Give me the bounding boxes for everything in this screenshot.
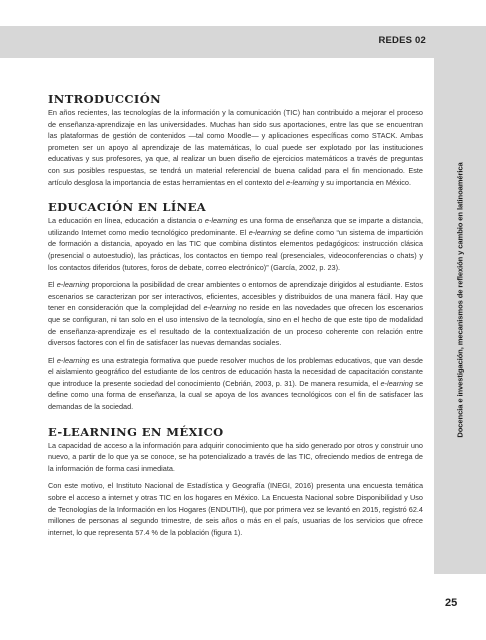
paragraph: En años recientes, las tecnologías de la información y la comunicación (TIC) han contribuido a mejorar el proceso de enseñanza-aprendizaje en las universidades. Muchas han sido sus aportaciones, entre las que se encuentran las plataformas de gestión de contenidos —tal como Moodle— y aplicaciones específicas como STACK. Ambas prometen ser un apoyo al aprendizaje de las matemáticas, lo cual puede ser explotado por las instituciones educativas y sus profesores, ya que, al realizar un buen diseño de ejercicios matemáticos a través de preguntas con sus posibles respuestas, se tendrá un material referencial de buena calidad para el fin mencionado. Este artículo desglosa la importancia de estas herramientas en el contexto del e-learning y su importancia en México. [48, 108, 423, 187]
page-number: 25 [445, 597, 458, 609]
section-heading-e-learning-en-mexico: E-LEARNING EN MÉXICO [48, 424, 224, 439]
side-running-title [434, 26, 486, 574]
side-running-title-text: Docencia e investigación, mecanismos de reflexión y cambio en latinoamérica [455, 162, 465, 438]
paragraph: El e-learning es una estrategia formativa que puede resolver muchos de los problemas educativos, que van desde el aislamiento geográfico del estudiante de los centros de educación hasta la necesidad de capacitación constante que introduce la presente sociedad del conocimiento (Cebrián, 2003, p. 31). De manera resumida, el e-learning se define como una forma de enseñanza, la cual se apoya de los avances tecnológicos con el fin de satisfacer las demandas de la sociedad. [48, 355, 423, 412]
section-heading-introduccion: INTRODUCCIÓN [48, 92, 162, 106]
section-heading-educacion-en-linea: EDUCACIÓN EN LÍNEA [48, 200, 207, 215]
paragraph: El e-learning proporciona la posibilidad de crear ambientes o entornos de aprendizaje dirigidos al estudiante. Estos escenarios se caracterizan por ser interactivos, eficientes, accesibles y distribuidos de una manera fácil. Hay que tener en consideración que la complejidad del e-learning no reside en las novedades que ofrecen los escenarios que se configuran, ni tan solo en el uso intensivo de la tecnología, sino en el hecho de que este tipo de modalidad de enseñanza-aprendizaje es el resultado de la contextualización de un proceso coherente con relación entre diversos factores con el fin de satisfacer las nuevas demandas sociales. [48, 280, 424, 348]
article-body [48, 92, 423, 544]
paragraph: La educación en línea, educación a distancia o e-learning es una forma de enseñanza que se imparte a distancia, utilizando Internet como medio tecnológico predominante. El e-learning se define como “un sistema de impartición de formación a distancia, apoyado en las TIC que combina distintos elementos pedagógicos: instrucción clásica (presencial o autoestudio), las prácticas, los contactos en tiempo real (presenciales, videoconferencias o chats) y los contactos diferidos (tutores, foros de debate, correo electrónico)” (García, 2002, p. 23). [48, 216, 423, 272]
running-header: REDES 02 [378, 35, 426, 46]
paragraph: Con este motivo, el Instituto Nacional de Estadística y Geografía (INEGI, 2016) presenta una encuesta temática sobre el acceso a internet y otras TIC en los hogares en México. La Encuesta Nacional sobre Disponibilidad y Uso de Tecnologías de la Información en los Hogares (ENDUTIH), que por primera vez se levantó en 2015, registró 62.4 millones de personas al segundo trimestre, de seis años o más en el país, usuarias de los servicios que ofrece internet, lo que representa 57.4 % de la población (figura 1). [48, 481, 423, 537]
paragraph: La capacidad de acceso a la información para adquirir conocimiento que ha sido generado por otros y construir uno nuevo, a partir de lo que ya se conoce, se ha potencializado a través de las TIC, ofreciendo medios de entrega de la información de forma casi inmediata. [48, 440, 423, 473]
header-bar [0, 26, 434, 58]
